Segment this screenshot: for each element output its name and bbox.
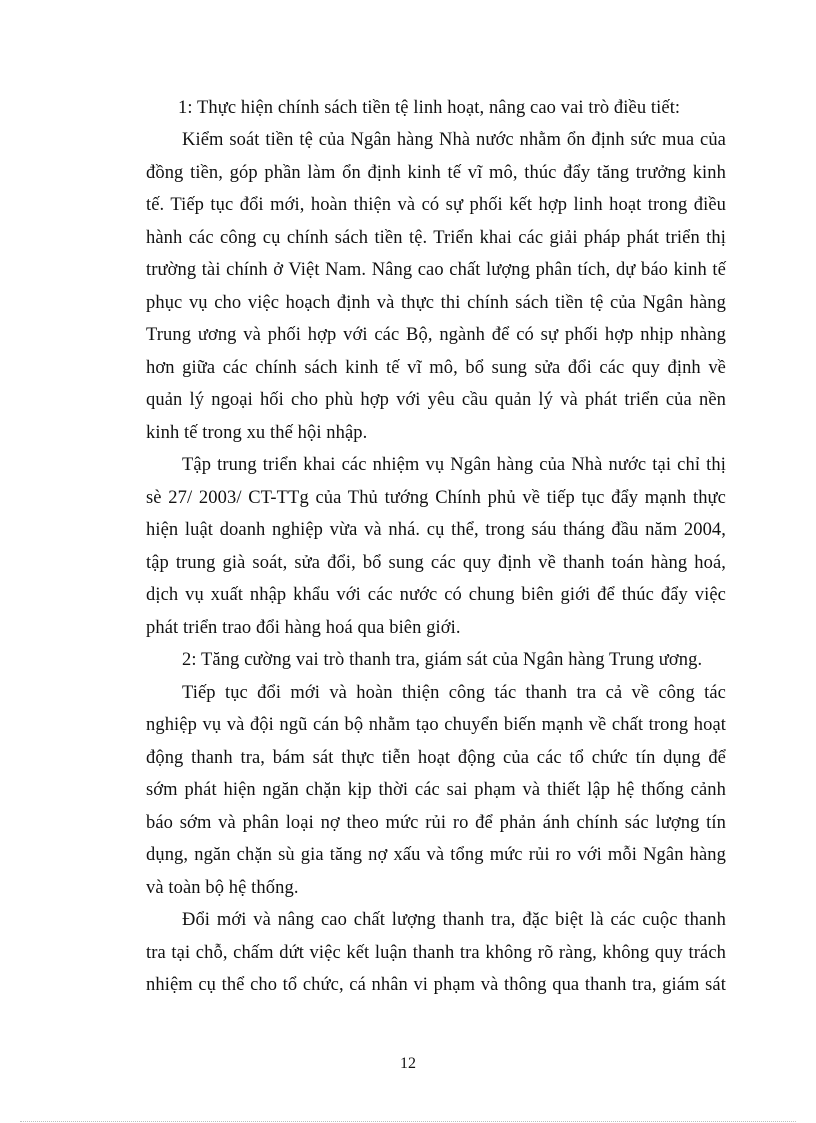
text-line: hành các công cụ chính sách tiền tệ. Triển khai các giải pháp phát triển thị [146, 228, 726, 248]
page-bottom-border [20, 1121, 796, 1122]
text-line: Tiếp tục đổi mới và hoàn thiện công tác thanh tra cả về công tác [182, 683, 726, 703]
text-line: Trung ương và phối hợp với các Bộ, ngành để có sự phối hợp nhịp nhàng [146, 325, 726, 345]
text-line: báo sớm và phân loại nợ theo mức rủi ro để phản ánh chính sác lượng tín [146, 813, 726, 833]
text-line: động thanh tra, bám sát thực tiễn hoạt động của các tổ chức tín dụng để [146, 748, 726, 768]
text-line: nhiệm cụ thể cho tổ chức, cá nhân vi phạm và thông qua thanh tra, giám sát [146, 975, 726, 995]
text-line: kinh tế trong xu thế hội nhập. [146, 423, 368, 443]
text-line: quản lý ngoại hối cho phù hợp với yêu cầu quản lý và phát triển của nền [146, 390, 726, 410]
text-line: sè 27/ 2003/ CT-TTg của Thủ tướng Chính phủ về tiếp tục đẩy mạnh thực [146, 488, 726, 508]
text-line: 2: Tăng cường vai trò thanh tra, giám sát của Ngân hàng Trung ương. [182, 650, 703, 670]
text-line: phục vụ cho việc hoạch định và thực thi chính sách tiền tệ của Ngân hàng [146, 293, 726, 313]
text-line: phát triển trao đổi hàng hoá qua biên giới. [146, 618, 461, 638]
text-line: Kiểm soát tiền tệ của Ngân hàng Nhà nước nhằm ổn định sức mua của [182, 130, 726, 150]
text-line: sớm phát hiện ngăn chặn kịp thời các sai phạm và thiết lập hệ thống cảnh [146, 780, 726, 800]
text-line: hiện luật doanh nghiệp vừa và nhá. cụ thể, trong sáu tháng đầu năm 2004, [146, 520, 726, 540]
text-line: và toàn bộ hệ thống. [146, 878, 299, 898]
text-line: 1: Thực hiện chính sách tiền tệ linh hoạt, nâng cao vai trò điều tiết: [178, 98, 681, 118]
text-line: tập trung già soát, sửa đổi, bổ sung các quy định về thanh toán hàng hoá, [146, 553, 726, 573]
text-line: Tập trung triển khai các nhiệm vụ Ngân hàng của Nhà nước tại chỉ thị [182, 455, 726, 475]
text-line: tra tại chỗ, chấm dứt việc kết luận thanh tra không rõ ràng, không quy trách [146, 943, 726, 963]
text-line: nghiệp vụ và đội ngũ cán bộ nhằm tạo chuyển biến mạnh về chất trong hoạt [146, 715, 726, 735]
text-line: dịch vụ xuất nhập khẩu với các nước có chung biên giới để thúc đẩy việc [146, 585, 726, 605]
page-number: 12 [400, 1055, 416, 1072]
text-line: hơn giữa các chính sách kinh tế vĩ mô, bổ sung sửa đổi các quy định về [146, 358, 726, 378]
text-line: tế. Tiếp tục đổi mới, hoàn thiện và có sự phối kết hợp linh hoạt trong điều [146, 195, 726, 215]
text-line: trường tài chính ở Việt Nam. Nâng cao chất lượng phân tích, dự báo kinh tế [146, 260, 726, 280]
text-line: dụng, ngăn chặn sù gia tăng nợ xấu và tổng mức rủi ro với mỗi Ngân hàng [146, 845, 726, 865]
text-line: Đổi mới và nâng cao chất lượng thanh tra, đặc biệt là các cuộc thanh [182, 910, 726, 930]
text-line: đồng tiền, góp phần làm ổn định kinh tế vĩ mô, thúc đẩy tăng trưởng kinh [146, 163, 726, 183]
